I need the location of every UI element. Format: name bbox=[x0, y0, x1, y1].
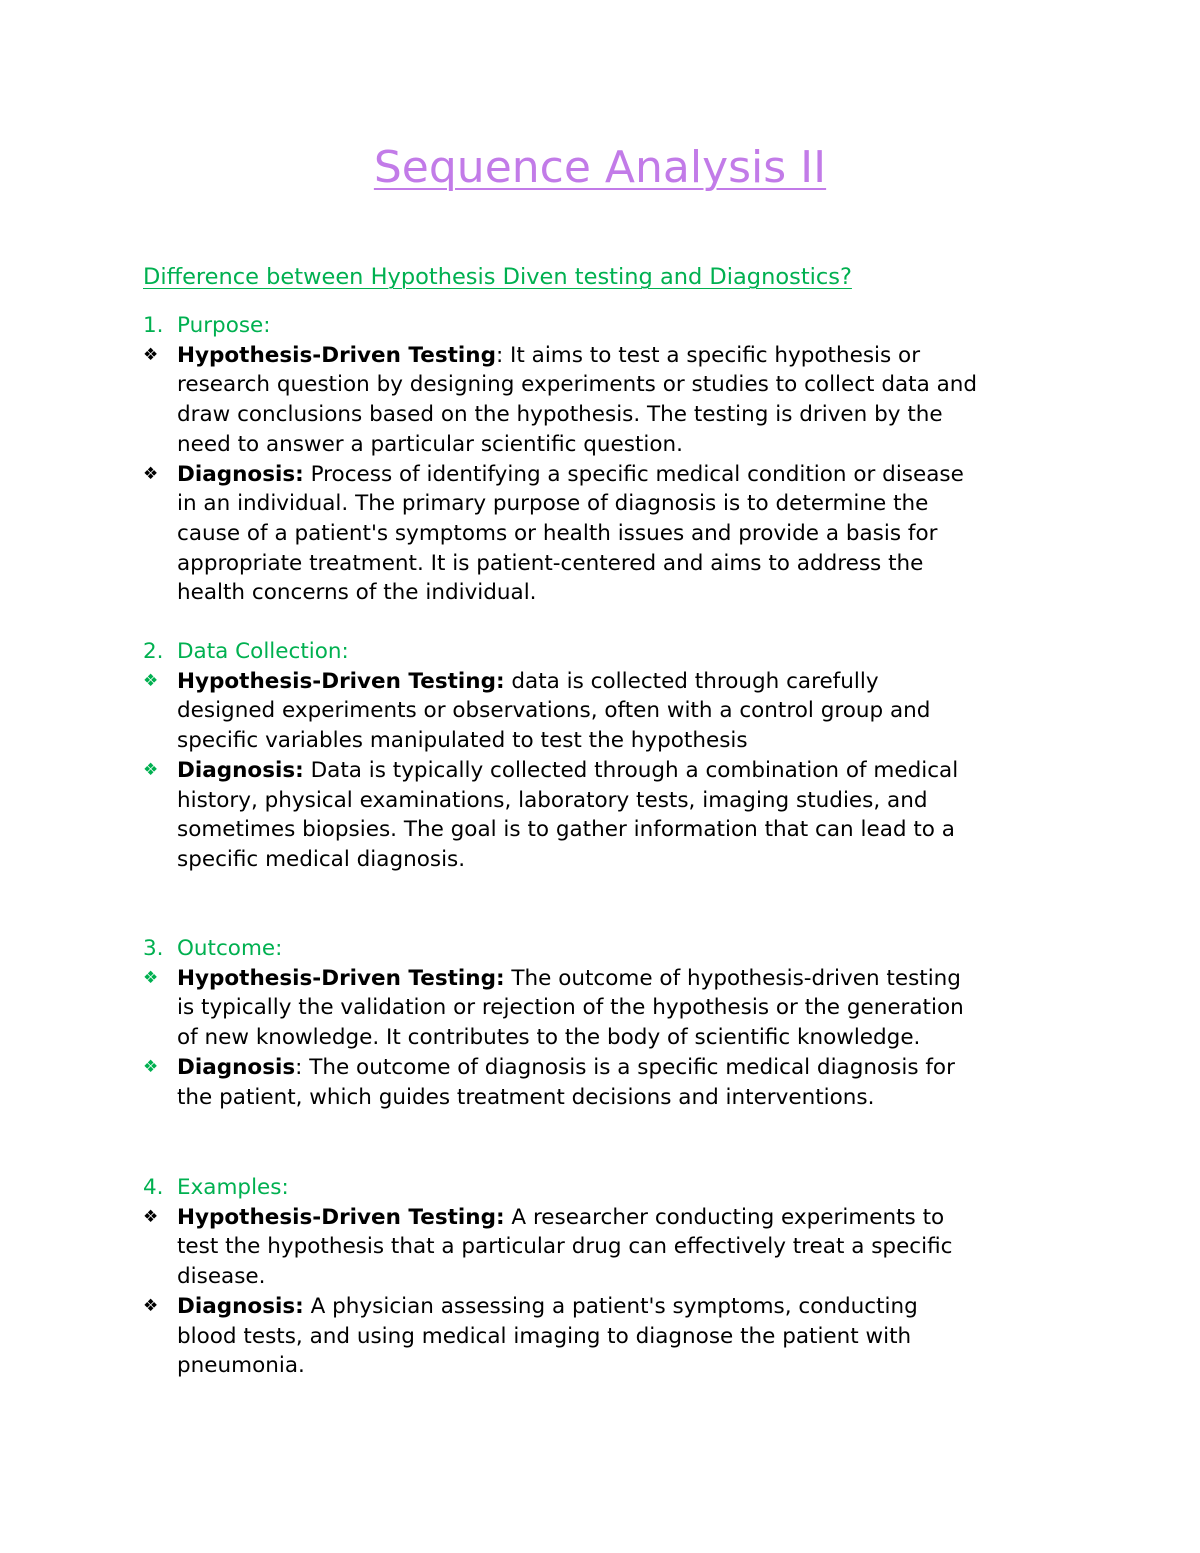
diamond-bullet-icon: ❖ bbox=[143, 1056, 159, 1077]
bullet-text-line: specific variables manipulated to test the hypothesis bbox=[177, 728, 748, 754]
bullet-term: Hypothesis-Driven Testing bbox=[177, 342, 496, 368]
list-item bbox=[143, 1053, 1073, 1112]
bullet-term: Hypothesis-Driven Testing: bbox=[177, 1204, 505, 1230]
diamond-bullet-icon: ❖ bbox=[143, 1206, 159, 1227]
bullet-text-line: research question by designing experiments or studies to collect data and bbox=[177, 372, 978, 398]
bullet-term: Diagnosis: bbox=[177, 757, 304, 783]
diamond-bullet-icon: ❖ bbox=[143, 670, 159, 691]
list-item bbox=[143, 460, 1073, 609]
bullet-text-line: A physician assessing a patient's symptoms, conducting bbox=[303, 1293, 918, 1319]
section-outcome bbox=[143, 934, 1073, 1112]
bullet-text-line: health concerns of the individual. bbox=[177, 580, 537, 606]
bullet-text-line: the patient, which guides treatment decisions and interventions. bbox=[177, 1084, 875, 1110]
document-subtitle: Difference between Hypothesis Diven testing and Diagnostics? bbox=[143, 264, 852, 290]
bullet-text-line: The outcome of hypothesis-driven testing bbox=[504, 965, 961, 991]
bullet-text-line: appropriate treatment. It is patient-centered and aims to address the bbox=[177, 550, 924, 576]
bullet-text-line: draw conclusions based on the hypothesis. The testing is driven by the bbox=[177, 402, 943, 428]
section-heading bbox=[143, 1173, 1073, 1203]
bullet-text-line: in an individual. The primary purpose of diagnosis is to determine the bbox=[177, 491, 929, 517]
bullet-term: Hypothesis-Driven Testing: bbox=[177, 965, 505, 991]
section-heading-label: Outcome: bbox=[177, 936, 283, 961]
bullet-text-line: specific medical diagnosis. bbox=[177, 846, 466, 872]
diamond-bullet-icon: ❖ bbox=[143, 967, 159, 988]
bullet-text-line: Data is typically collected through a combination of medical bbox=[303, 757, 959, 783]
section-number: 1. bbox=[143, 313, 164, 338]
section-heading-label: Purpose: bbox=[177, 313, 271, 338]
bullet-term: Diagnosis: bbox=[177, 461, 304, 487]
bullet-term-separator: : bbox=[295, 1054, 303, 1080]
section-examples bbox=[143, 1173, 1073, 1381]
bullet-text-line: test the hypothesis that a particular drug can effectively treat a specific bbox=[177, 1234, 953, 1260]
list-item bbox=[143, 964, 1073, 1053]
bullet-text-line: The outcome of diagnosis is a specific medical diagnosis for bbox=[302, 1054, 955, 1080]
bullet-text-line: need to answer a particular scientific question. bbox=[177, 431, 683, 457]
list-item bbox=[143, 1292, 1073, 1381]
section-number: 2. bbox=[143, 639, 164, 664]
list-item bbox=[143, 756, 1073, 875]
section-number: 3. bbox=[143, 936, 164, 961]
bullet-text-line: disease. bbox=[177, 1264, 266, 1290]
bullet-text-line: Process of identifying a specific medical condition or disease bbox=[303, 461, 964, 487]
list-item bbox=[143, 667, 1073, 756]
diamond-bullet-icon: ❖ bbox=[143, 344, 159, 365]
section-heading bbox=[143, 637, 1073, 667]
bullet-text-line: pneumonia. bbox=[177, 1353, 305, 1379]
bullet-text-line: cause of a patient's symptoms or health issues and provide a basis for bbox=[177, 520, 938, 546]
bullet-text-line: designed experiments or observations, often with a control group and bbox=[177, 698, 931, 724]
bullet-text-line: history, physical examinations, laboratory tests, imaging studies, and bbox=[177, 787, 928, 813]
bullet-text-line: It aims to test a specific hypothesis or bbox=[503, 342, 921, 368]
diamond-bullet-icon: ❖ bbox=[143, 1295, 159, 1316]
bullet-text-line: is typically the validation or rejection of the hypothesis or the generation bbox=[177, 995, 964, 1021]
section-heading-label: Examples: bbox=[177, 1175, 289, 1200]
section-data-collection bbox=[143, 637, 1073, 875]
bullet-term-separator: : bbox=[495, 342, 504, 368]
section-purpose bbox=[143, 311, 1073, 608]
bullet-text-line: data is collected through carefully bbox=[504, 668, 879, 694]
bullet-term: Diagnosis bbox=[177, 1054, 296, 1080]
list-item bbox=[143, 1203, 1073, 1292]
bullet-term: Diagnosis: bbox=[177, 1293, 304, 1319]
diamond-bullet-icon: ❖ bbox=[143, 759, 159, 780]
page-title: Sequence Analysis II bbox=[373, 142, 827, 193]
section-heading-label: Data Collection: bbox=[177, 639, 349, 664]
section-heading bbox=[143, 934, 1073, 964]
list-item bbox=[143, 341, 1073, 460]
bullet-term: Hypothesis-Driven Testing: bbox=[177, 668, 505, 694]
section-number: 4. bbox=[143, 1175, 164, 1200]
section-heading bbox=[143, 311, 1073, 341]
bullet-text-line: A researcher conducting experiments to bbox=[504, 1204, 945, 1230]
bullet-text-line: of new knowledge. It contributes to the body of scientific knowledge. bbox=[177, 1025, 921, 1051]
bullet-text-line: blood tests, and using medical imaging to diagnose the patient with bbox=[177, 1323, 912, 1349]
diamond-bullet-icon: ❖ bbox=[143, 463, 159, 484]
bullet-text-line: sometimes biopsies. The goal is to gather information that can lead to a bbox=[177, 817, 955, 843]
